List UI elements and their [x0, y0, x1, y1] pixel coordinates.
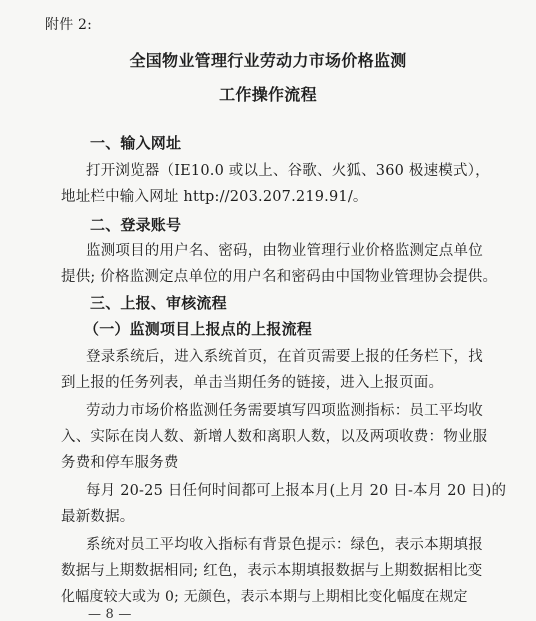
paragraph-line: 务费和停车服务费 — [61, 455, 179, 471]
paragraph-line: 最新数据。 — [61, 509, 135, 525]
subsection-heading: （一）监测项目上报点的上报流程 — [84, 320, 313, 338]
page-number: — 8 — — [88, 607, 132, 621]
paragraph-line: 数据与上期数据相同; 红色，表示本期填报数据与上期数据相比变 — [61, 563, 483, 579]
paragraph-line: 系统对员工平均收入指标有背景色提示：绿色，表示本期填报 — [86, 537, 483, 553]
paragraph-line: 化幅度较大或为 0; 无颜色，表示本期与上期相比变化幅度在规定 — [61, 589, 468, 605]
paragraph-line: 打开浏览器（IE10.0 或以上、谷歌、火狐、360 极速模式）， — [86, 163, 490, 179]
paragraph-line: 地址栏中输入网址 http://203.207.219.91/。 — [61, 189, 368, 205]
paragraph-line: 劳动力市场价格监测任务需要填写四项监测指标：员工平均收 — [86, 403, 483, 419]
document-title-line1: 全国物业管理行业劳动力市场价格监测 — [129, 51, 407, 70]
section-heading-3: 三、上报、审核流程 — [90, 294, 227, 312]
paragraph-line: 监测项目的用户名、密码，由物业管理行业价格监测定点单位 — [86, 243, 483, 259]
paragraph-line: 入、实际在岗人数、新增人数和离职人数，以及两项收费：物业服 — [61, 429, 488, 445]
document-title-line2: 工作操作流程 — [219, 85, 317, 104]
section-heading-1: 一、输入网址 — [90, 134, 182, 152]
paragraph-line: 每月 20-25 日任何时间都可上报本月(上月 20 日-本月 20 日)的 — [86, 483, 507, 499]
paragraph-line: 登录系统后，进入系统首页，在首页需要上报的任务栏下，找 — [86, 349, 483, 365]
paragraph-line: 到上报的任务列表，单击当期任务的链接，进入上报页面。 — [61, 375, 444, 391]
section-heading-2: 二、登录账号 — [90, 216, 182, 234]
paragraph-line: 提供; 价格监测定点单位的用户名和密码由中国物业管理协会提供。 — [61, 269, 498, 285]
annex-label: 附件 2: — [45, 17, 93, 33]
